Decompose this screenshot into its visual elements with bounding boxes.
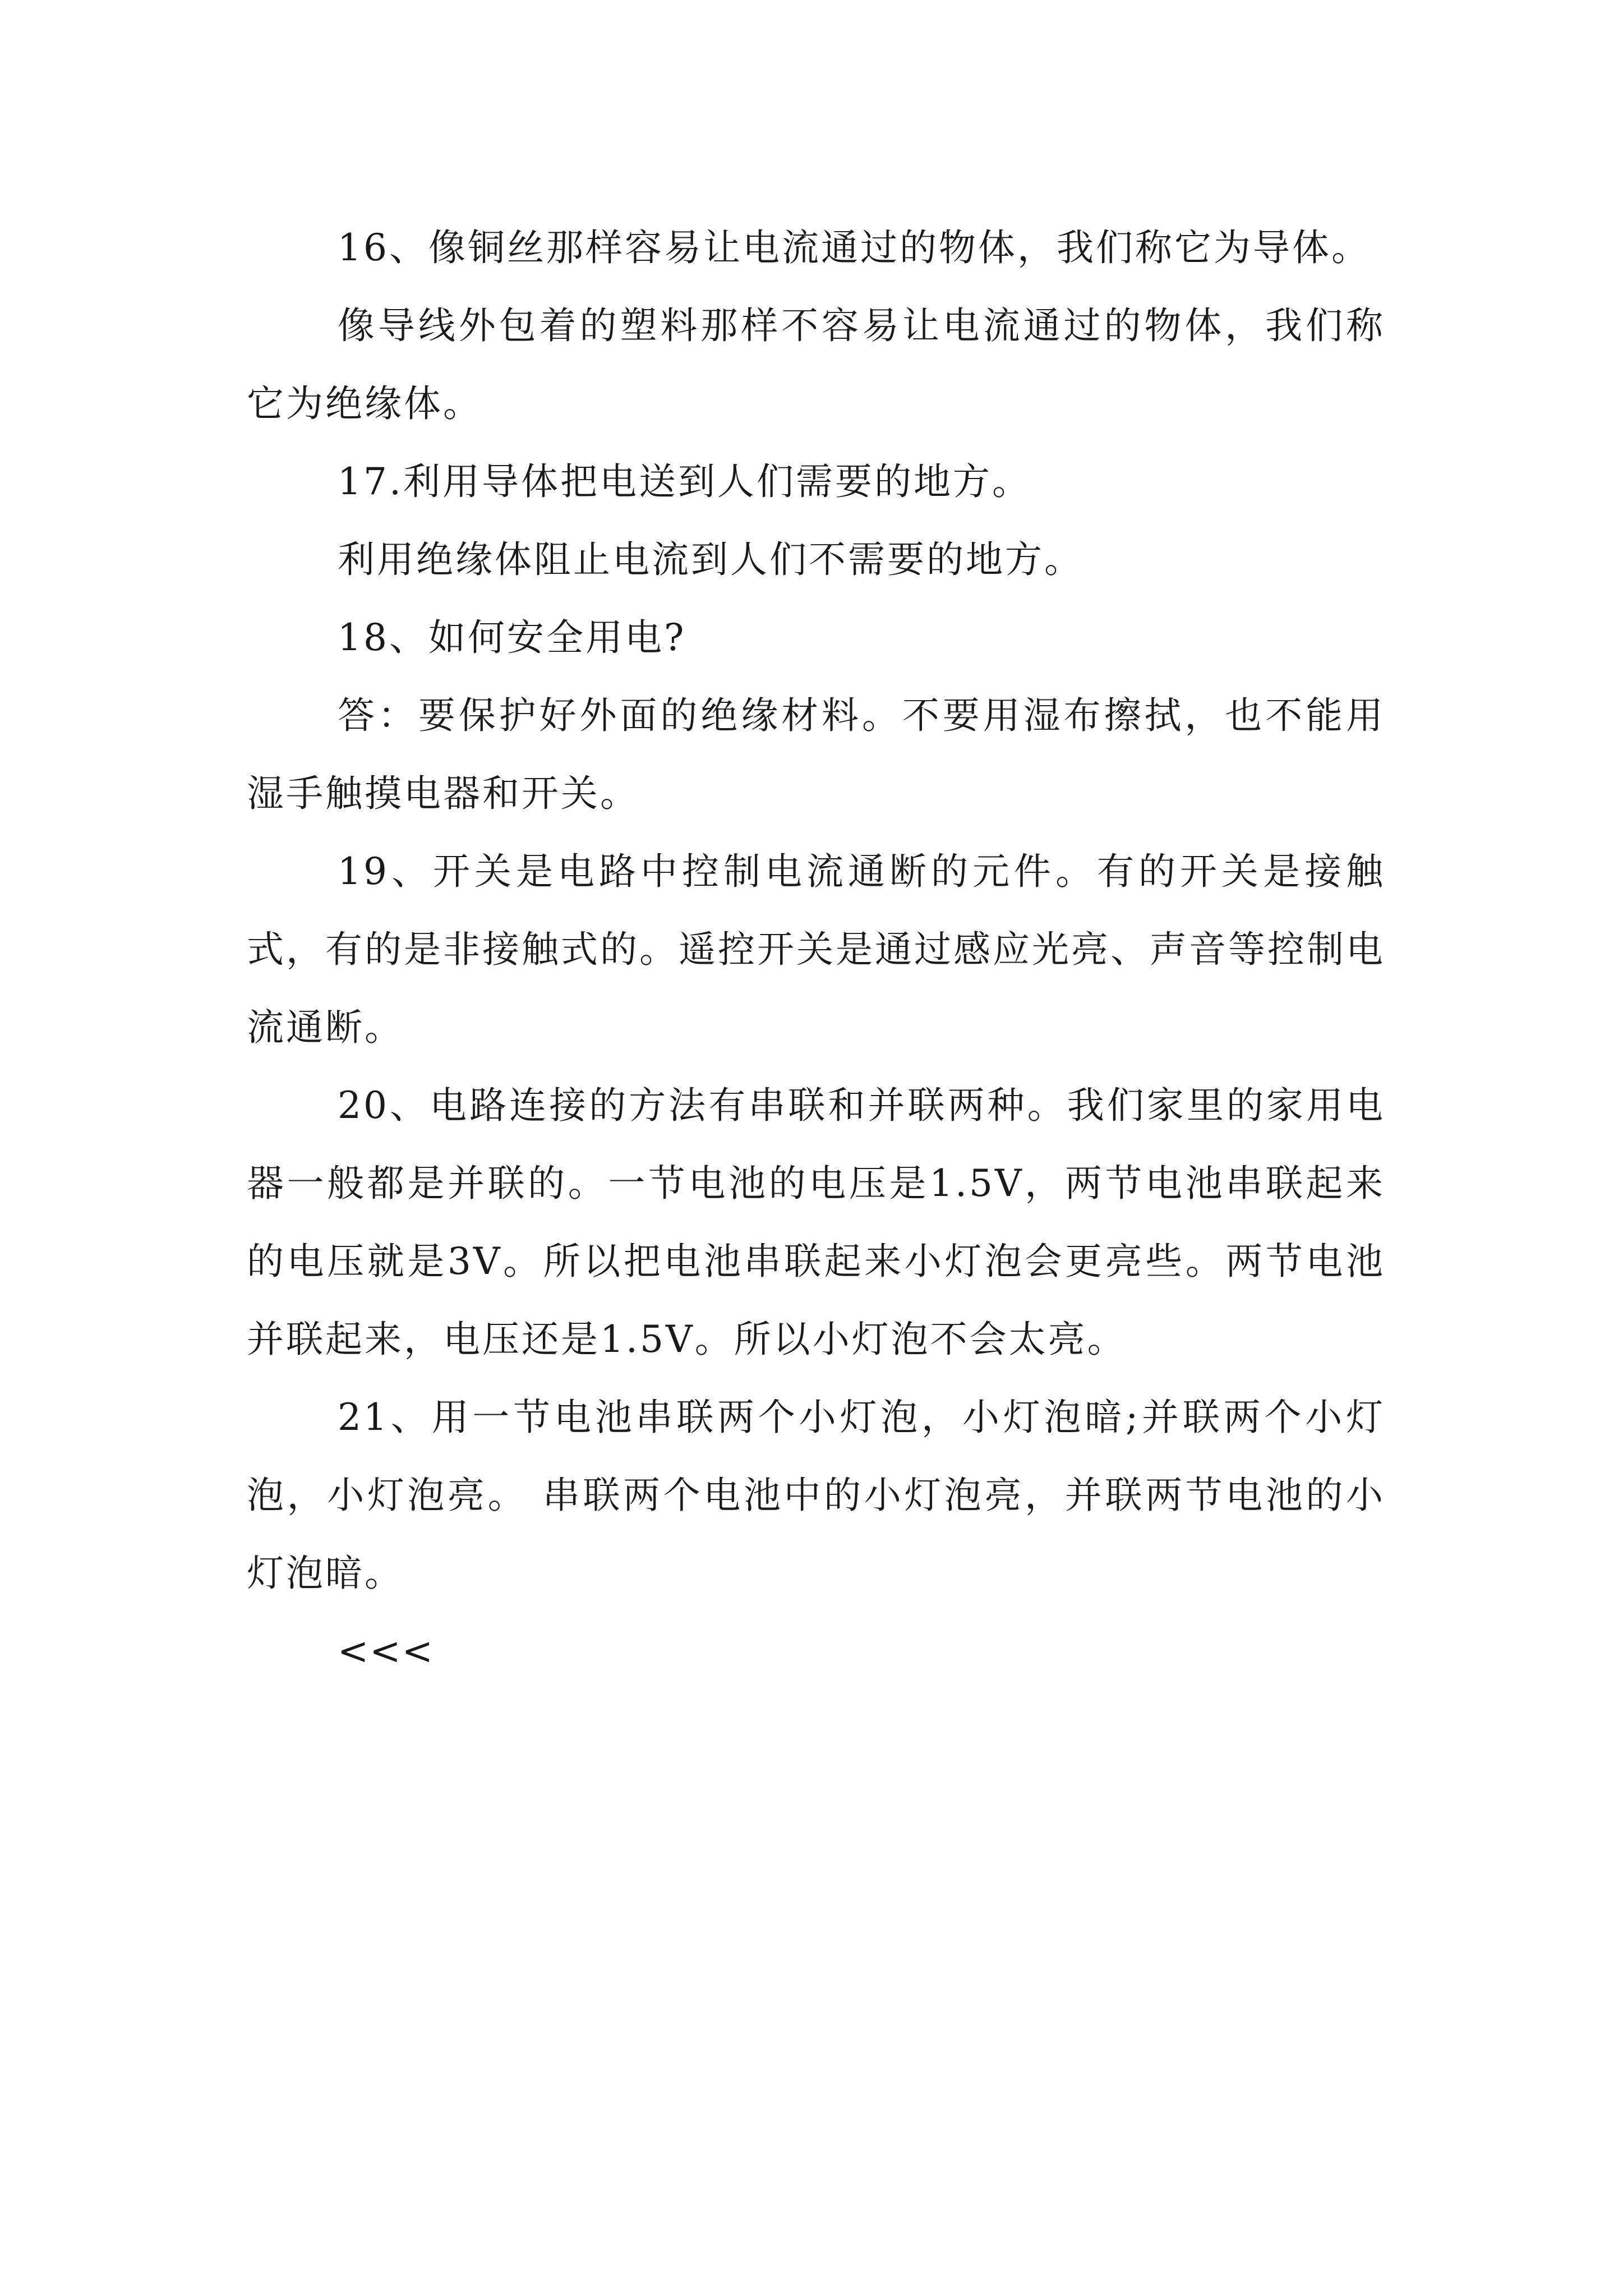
paragraph-insulator-use: 利用绝缘体阻止电流到人们不需要的地方。 [338,538,1083,581]
paragraph-insulator: 像导线外包着的塑料那样不容易让电流通过的物体，我们称它为绝缘体。 [247,304,1385,425]
paragraph-20-circuits: 20、电路连接的方法有串联和并联两种。我们家里的家用电器一般都是并联的。一节电池的电压是1.5V，两节电池串联起来的电压就是3V。所以把电池串联起来小灯泡会更亮些。两节电池并联起来，电压还是1.5V。所以小灯泡不会太亮。 [247,1084,1385,1361]
paragraph-19-switch: 19、开关是电路中控制电流通断的元件。有的开关是接触式，有的是非接触式的。遥控开关是通过感应光亮、声音等控制电流通断。 [247,850,1385,1049]
document-body [247,209,1385,1690]
paragraph-21-bulbs: 21、用一节电池串联两个小灯泡，小灯泡暗;并联两个小灯泡，小灯泡亮。 串联两个电池中的小灯泡亮，并联两节电池的小灯泡暗。 [247,1396,1385,1595]
paragraph-18-question: 18、如何安全用电? [338,616,686,659]
end-mark: <<< [338,1630,434,1673]
paragraph-17-conductor-use: 17.利用导体把电送到人们需要的地方。 [338,460,1031,503]
paragraph-18-answer: 答：要保护好外面的绝缘材料。不要用湿布擦拭，也不能用湿手触摸电器和开关。 [247,694,1385,815]
paragraph-16-conductor: 16、像铜丝那样容易让电流通过的物体，我们称它为导体。 [338,226,1371,269]
